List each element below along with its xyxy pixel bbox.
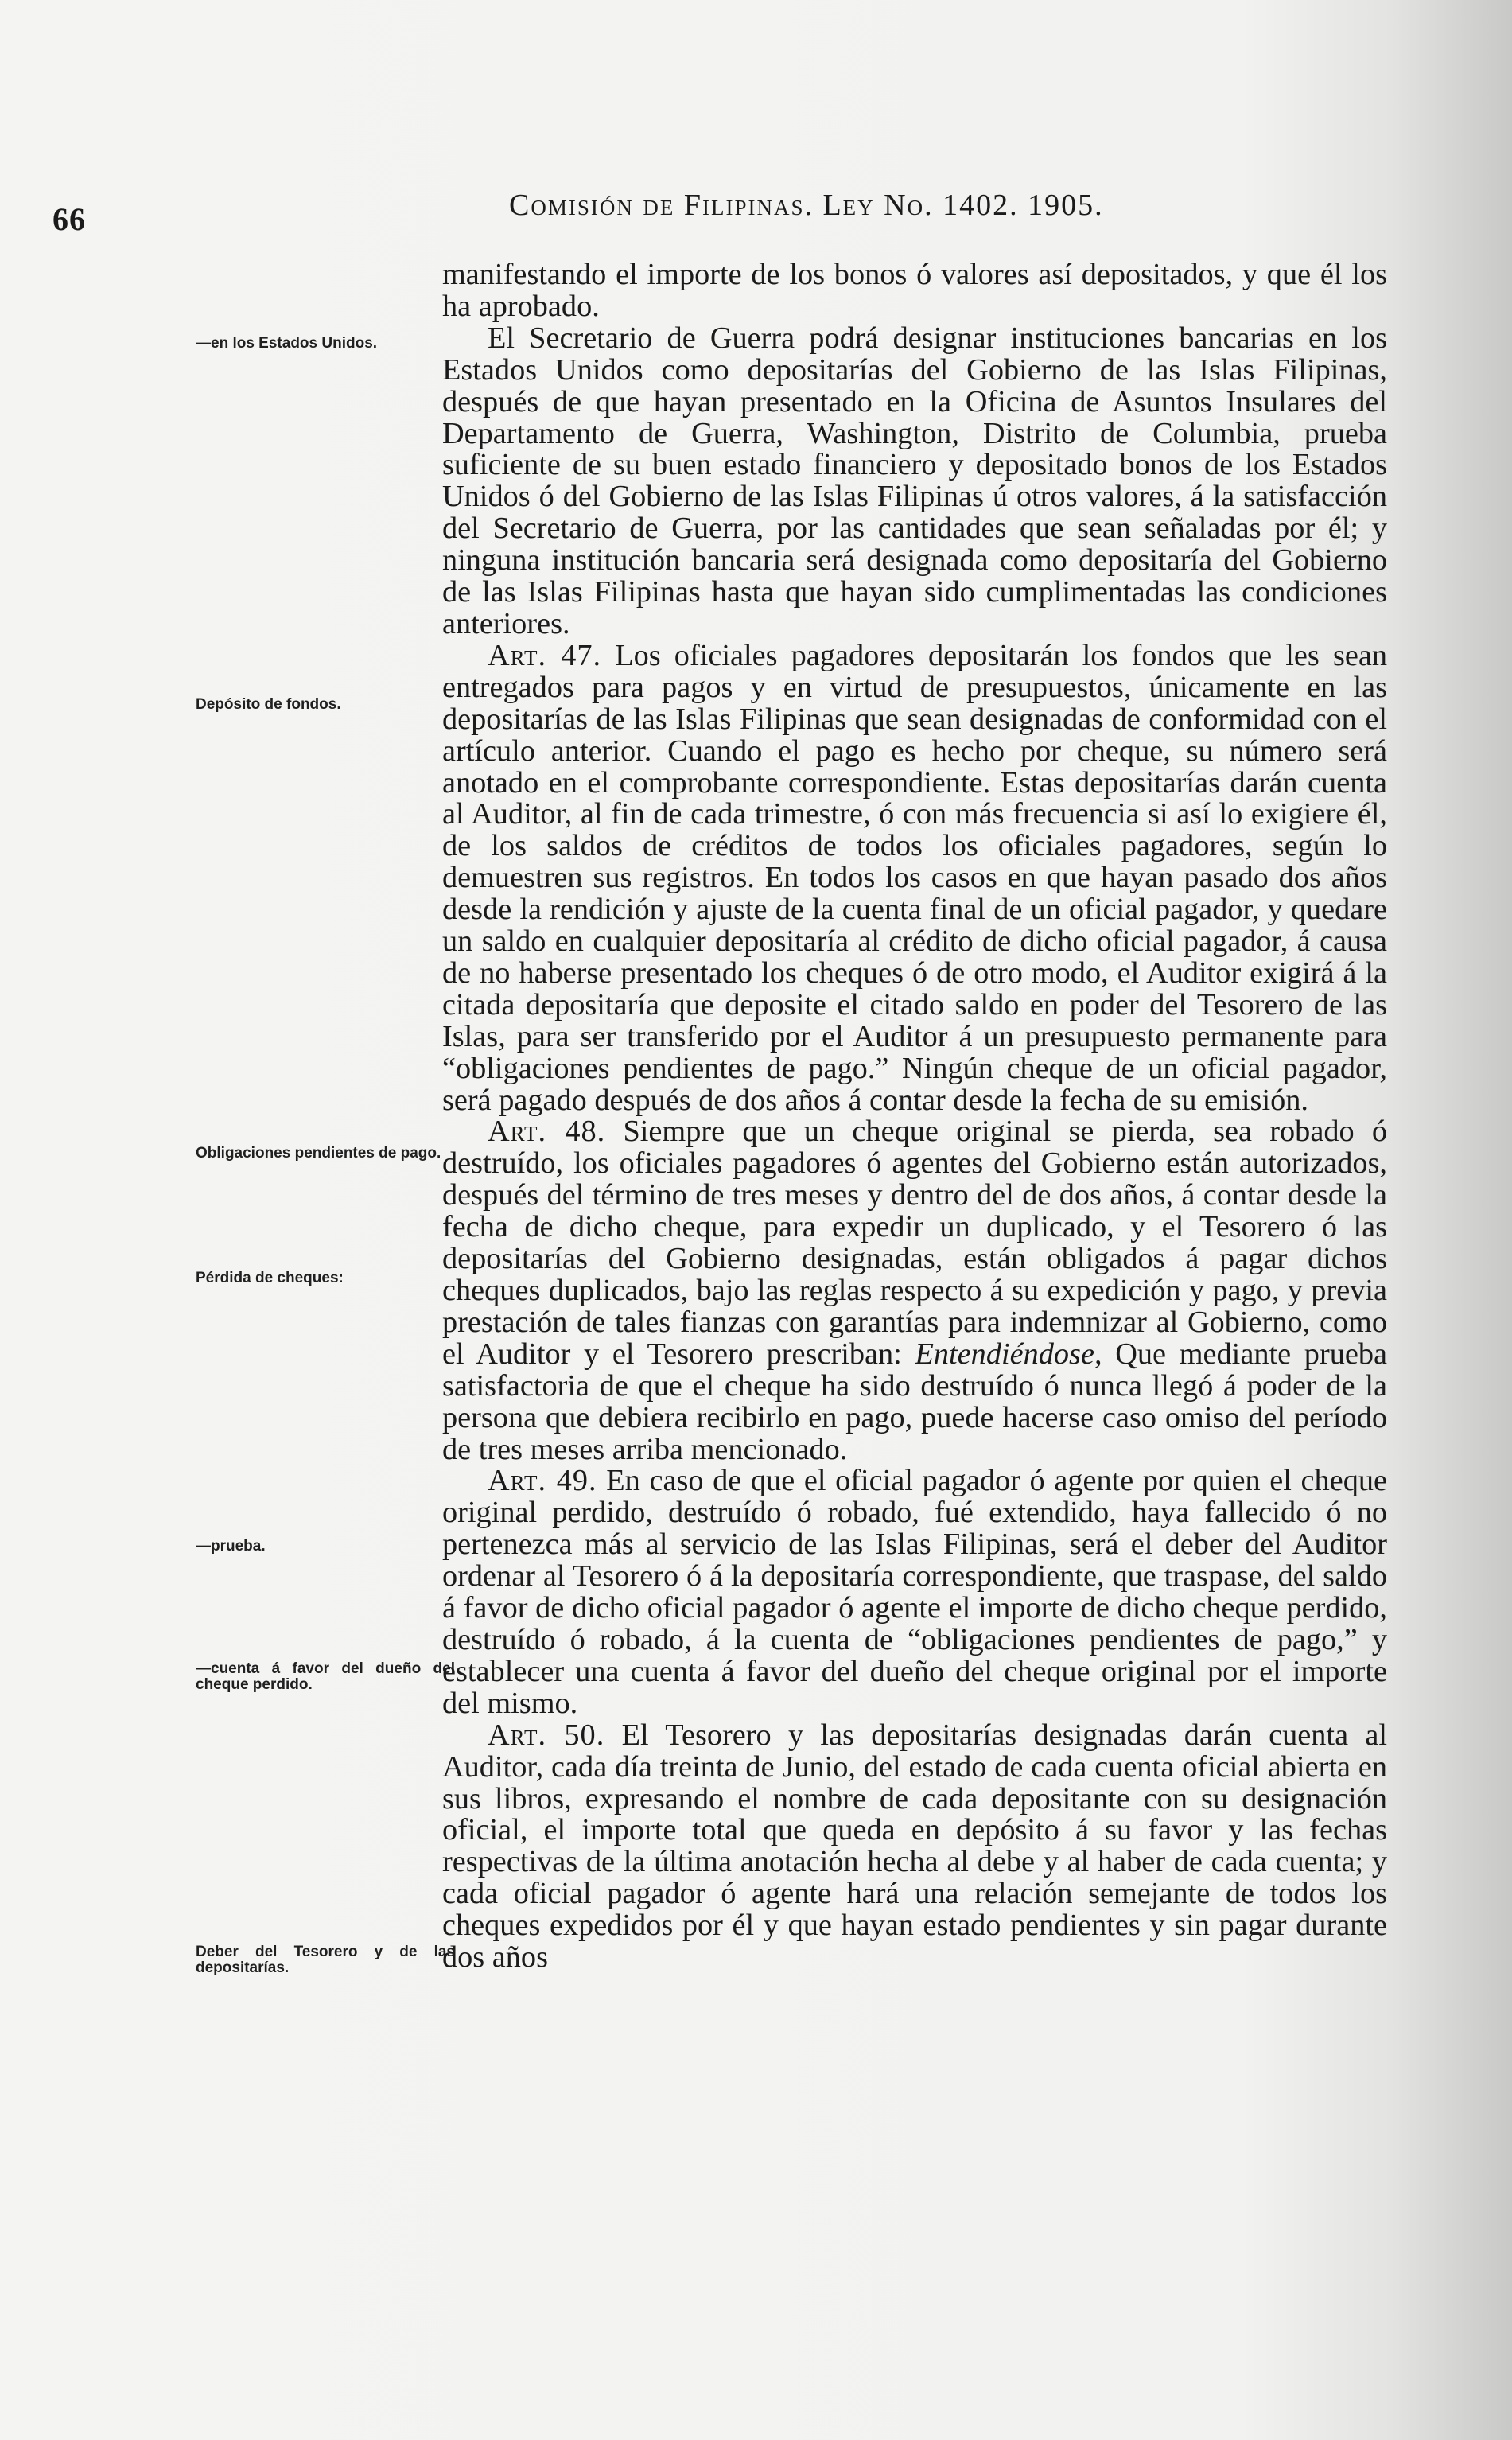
article-49-label: Art. 49. <box>488 1464 597 1498</box>
sidenote-deber-del-tesorero: Deber del Tesorero y de las depositarías. <box>196 1944 455 1976</box>
article-48-label: Art. 48. <box>488 1115 606 1149</box>
paragraph-secretario-de-guerra: El Secretario de Guerra podrá designar instituciones bancarias en los Estados Unidos como depositarías del Gobierno de las Islas Filipinas, después de que hayan presentado en la Oficina de Asuntos Insulares del Departamento de Guerra, Washington, Distrito de Columbia, prueba suficiente de su buen estado financiero y depositado bonos de los Estados Unidos ó del Gobierno de las Islas Filipinas ú otros valores, á la satisfacción del Secretario de Guerra, por las cantidades que sean señaladas por él; y ninguna institución bancaria será designada como depositaría del Gobierno de las Islas Filipinas hasta que hayan sido cumplimentadas las condiciones anteriores. <box>442 321 1387 640</box>
sidenote-estados-unidos: —en los Estados Unidos. <box>196 335 378 352</box>
article-50-text: El Tesorero y las depositarías designadas darán cuenta al Auditor, cada día treinta de Junio, del estado de cada cuenta oficial abierta en sus libros, expresando el nombre de cada depositante con su designación oficial, el importe total que queda en depósito á su favor y las fechas respectivas de la última anotación hecha al debe y al haber de cada cuenta; y cada oficial pagador ó agente hará una relación semejante de todos los cheques expedidos por él y que hayan estado pendientes y sin pagar durante dos años <box>442 1718 1387 1975</box>
article-48-emphasis: Entendiéndose, <box>915 1337 1102 1371</box>
article-47 <box>442 640 1387 1117</box>
article-48-text-a: Siempre que un cheque original se pierda, sea robado ó destruído, los oficiales pagadores ó agentes del Gobierno están autorizados, después del término de tres meses y dentro del de dos años, á contar desde la fecha de dicho cheque, para expedir un duplicado, y el Tesorero ó las depositarías del Gobierno designadas, están obligados á pagar dichos cheques duplicados, bajo las reglas respecto á su expedición y pago, y previa prestación de tales fianzas con garantías para indemnizar al Gobierno, como el Auditor y el Tesorero prescriban: <box>442 1115 1388 1371</box>
paragraph-continuation: manifestando el importe de los bonos ó valores así depositados, y que él los ha aprobado. <box>442 258 1387 323</box>
sidenote-prueba: —prueba. <box>196 1538 266 1555</box>
page-number: 66 <box>52 201 86 237</box>
article-48-text-b: Que mediante prueba satisfactoria de que el cheque ha sido destruído ó nunca llegó á poder de la persona que debiera recibirlo en pago, puede hacerse caso omiso del período de tres meses arriba mencionado. <box>442 1337 1387 1466</box>
sidenote-perdida-de-cheques: Pérdida de cheques: <box>196 1270 344 1286</box>
article-50-label: Art. 50. <box>488 1718 605 1752</box>
main-text <box>442 259 1387 1974</box>
article-50 <box>442 1720 1387 1974</box>
article-49-text: En caso de que el oficial pagador ó agente por quien el cheque original perdido, destruído ó robado, fué extendido, haya fallecido ó no pertenezca más al servicio de las Islas Filipinas, será el deber del Auditor ordenar al Tesorero ó á la depositaría correspondiente, que traspase, del saldo á favor de dicho oficial pagador ó agente el importe de dicho cheque perdido, destruído ó robado, á la cuenta de “obligaciones pendientes de pago,” y establecer una cuenta á favor del dueño del cheque original por el importe del mismo. <box>442 1464 1387 1720</box>
sidenote-deposito-de-fondos: Depósito de fondos. <box>196 696 341 713</box>
article-48 <box>442 1116 1387 1465</box>
article-47-text: Los oficiales pagadores depositarán los fondos que les sean entregados para pagos y en virtud de presupuestos, únicamente en las depositarías de las Islas Filipinas que sean designadas de conformidad con el artículo anterior. Cuando el pago es hecho por cheque, su número será anotado en el comprobante correspondiente. Estas depositarías darán cuenta al Auditor, al fin de cada trimestre, ó con más frecuencia si así lo exigiere él, de los saldos de créditos de todos los oficiales pagadores, según lo demuestren sus registros. En todos los casos en que hayan pasado dos años desde la rendición y ajuste de la cuenta final de un oficial pagador, y quedare un saldo en cualquier depositaría al crédito de dicho oficial pagador, á causa de no haberse presentado los cheques ó de otro modo, el Auditor exigirá á la citada depositaría que deposite el citado saldo en poder del Tesorero de las Islas, para ser transferido por el Auditor á un presupuesto permanente para “obligaciones pendientes de pago.” Ningún cheque de un oficial pagador, será pagado después de dos años á contar desde la fecha de su emisión. <box>442 638 1387 1117</box>
running-head: Comisión de Filipinas. Ley No. 1402. 1905. <box>509 189 1104 222</box>
sidenote-cuenta-a-favor: —cuenta á favor del dueño del cheque perdido. <box>196 1660 455 1693</box>
article-49 <box>442 1465 1387 1719</box>
sidenote-obligaciones-pendientes: Obligaciones pendientes de pago. <box>196 1145 441 1162</box>
article-47-label: Art. 47. <box>488 638 602 672</box>
